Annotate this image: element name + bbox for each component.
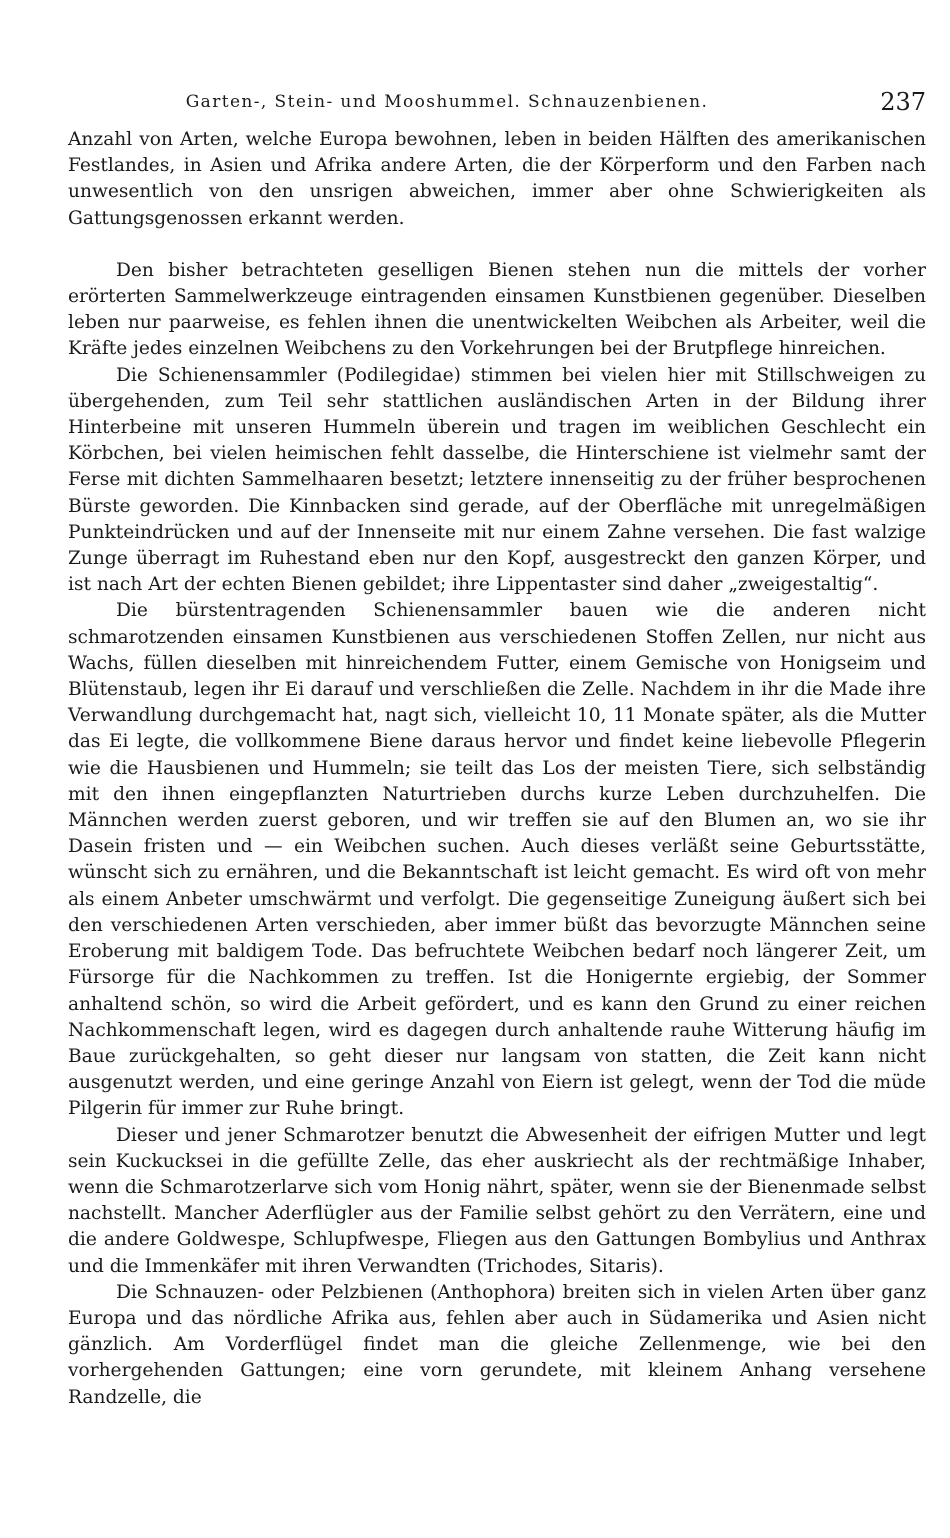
paragraph-solitary-bees: Den bisher betrachteten geselligen Bienen stehen nun die mittels der vorher erörterten Sammelwerkzeuge eintragenden einsamen Kunstbienen gegenüber. Dieselben leben nur paarweise, es fehlen ihnen die unentwickelten Weibchen als Arbeiter, weil die Kräfte jedes einzelnen Weibchens zu den Vorkehrungen bei der Brutpflege hinreichen. bbox=[68, 259, 926, 360]
paragraph-nesting-cycle: Die bürstentragenden Schienensammler bauen wie die anderen nicht schmarotzenden einsamen Kunstbienen aus verschiedenen Stoffen Zellen, nur nicht aus Wachs, füllen dieselben mit hinreichendem Futter, einem Gemische von Honigseim und Blütenstaub, legen ihr Ei darauf und verschließen die Zelle. Nachdem in ihr die Made ihre Verwandlung durchgemacht hat, nagt sich, vielleicht 10, 11 Monate später, als die Mutter das Ei legte, die vollkommene Biene daraus hervor und findet keine liebevolle Pflegerin wie die Hausbienen und Hummeln; sie teilt das Los der meisten Tiere, sich selbständig mit den ihnen eingepflanzten Naturtrieben durchs kurze Leben durchzuhelfen. Die Männchen werden zuerst geboren, und wir treffen sie auf den Blumen an, wo sie ihr Dasein fristen und — ein Weibchen suchen. Auch dieses verläßt seine Geburtsstätte, wünscht sich zu ernähren, und die Bekanntschaft ist leicht gemacht. Es wird oft von mehr als einem Anbeter umschwärmt und verfolgt. Die gegenseitige Zuneigung äußert sich bei den verschiedenen Arten verschieden, aber immer büßt das bevorzugte Männchen seine Eroberung mit baldigem Tode. Das befruchtete Weibchen bedarf noch längerer Zeit, um Fürsorge für die Nachkommen zu treffen. Ist die Honigernte ergiebig, der Sommer anhaltend schön, so wird die Arbeit gefördert, und es kann den Grund zu einer reichen Nachkommenschaft legen, wird es dagegen durch anhaltende rauhe Witterung häufig im Baue zurückgehalten, so geht dieser nur langsam von statten, die Zeit kann nicht ausgenutzt werden, und eine geringe Anzahl von Eiern ist gelegt, wenn der Tod die müde Pilgerin für immer zur Ruhe bringt. bbox=[68, 600, 926, 1120]
paragraph-anthophora: Die Schnauzen- oder Pelzbienen (Anthophora) breiten sich in vielen Arten über ganz Europa und das nördliche Afrika aus, fehlen aber auch in Südamerika und Asien nicht gänzlich. Am Vorderflügel findet man die gleiche Zellenmenge, wie bei den vorhergehenden Gattungen; eine vorn gerundete, mit kleinem Anhang versehene Randzelle, die bbox=[68, 1281, 926, 1408]
running-title: Garten-, Stein- und Mooshummel. Schnauzenbienen. bbox=[185, 92, 709, 112]
paragraph-parasites: Dieser und jener Schmarotzer benutzt die Abwesenheit der eifrigen Mutter und legt sein Kuckucksei in die gefüllte Zelle, das eher auskriecht als der rechtmäßige Inhaber, wenn die Schmarotzerlarve sich vom Honig nährt, später, wenn sie der Bienenmade selbst nachstellt. Mancher Aderflügler aus der Familie selbst gehört zu den Verrätern, eine und die andere Goldwespe, Schlupfwespe, Fliegen aus den Gattungen Bombylius und Anthrax und die Immenkäfer mit ihren Verwandten (Trichodes, Sitaris). bbox=[68, 1124, 926, 1277]
paragraph-continuation: Anzahl von Arten, welche Europa bewohnen, leben in beiden Hälften des amerikanischen Festlandes, in Asien und Afrika andere Arten, die der Körperform und den Farben nach unwesentlich von den unsrigen abweichen, immer aber ohne Schwierigkeiten als Gattungsgenossen erkannt werden. bbox=[68, 129, 926, 229]
running-header bbox=[68, 86, 926, 118]
body-text bbox=[68, 127, 926, 1411]
paragraph-podilegidae: Die Schienensammler (Podilegidae) stimmen bei vielen hier mit Stillschweigen zu übergehenden, zum Teil sehr stattlichen ausländischen Arten in der Bildung ihrer Hinterbeine mit unseren Hummeln überein und tragen im weiblichen Geschlecht ein Körbchen, bei vielen heimischen fehlt dasselbe, die Hinterschiene ist vielmehr samt der Ferse mit dichten Sammelhaaren besetzt; letztere innenseitig zu der früher besprochenen Bürste geworden. Die Kinnbacken sind gerade, auf der Oberfläche mit unregelmäßigen Punkteindrücken und auf der Innenseite mit nur einem Zahne versehen. Die fast walzige Zunge überragt im Ruhestand eben nur den Kopf, ausgestreckt den ganzen Körper, und ist nach Art der echten Bienen gebildet; ihre Lippentaster sind daher „zweigestaltig“. bbox=[68, 364, 926, 596]
page-number: 237 bbox=[880, 88, 926, 116]
